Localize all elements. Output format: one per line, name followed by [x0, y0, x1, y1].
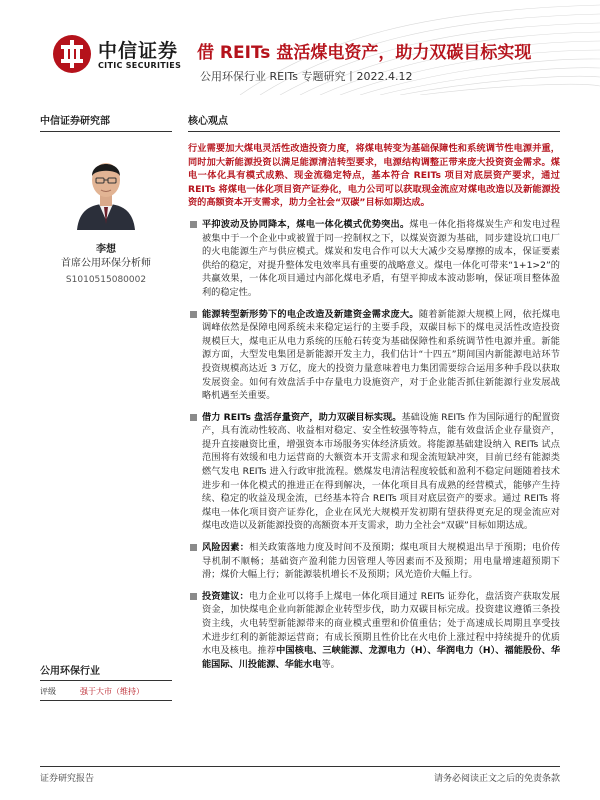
recommended-stocks: 中国核电、三峡能源、龙源电力（H）、华润电力（H）、福能股份、华能国际、川投能源、华能水电	[202, 645, 561, 670]
analyst-sidebar	[40, 112, 172, 285]
rating-row	[40, 686, 172, 701]
point-lead: 借力 REITs 盘活存量资产，助力双碳目标实现。	[202, 411, 402, 423]
analyst-avatar	[73, 150, 139, 230]
point-tail: 等。	[321, 658, 340, 670]
core-views	[188, 112, 560, 671]
point-lead: 平抑波动及协同降本，煤电一体化模式优势突出。	[202, 218, 410, 230]
report-header	[0, 0, 600, 95]
industry-rating	[40, 662, 172, 701]
key-points-list	[188, 218, 560, 671]
point-text: 煤电一体化指将煤炭生产和发电过程被集中于一个企业中或被置于同一控制权之下，以煤炭资源为基础，同步建设坑口电厂的火电能源生产与供应模式。煤炭和发电合作可以大大减少交易摩擦的成本，保证要素供给的稳定，对提升整体发电效率具有重要的战略意义。煤电一体化可带来“1+1>2”的共赢效果，一体化项目通过内部化煤电矛盾，有望平抑成本波动影响，保证项目整体盈利的稳定性。	[202, 218, 561, 298]
citic-logo-icon	[52, 34, 92, 74]
analyst-name: 李想	[96, 244, 116, 255]
point-lead: 投资建议：	[202, 590, 249, 602]
point-text: 相关政策落地力度及时间不及预期；煤电项目大规模退出早于预期；电价传导机制不顺畅；基础资产盈利能力因管理人等因素而不及预期；用电量增速超预期下滑；煤价大幅上行；新能源装机增长不及预期；风光造价大幅上行。	[202, 542, 561, 581]
point-text: 随着新能源大规模上网，依托煤电调峰依然是保障电网系统未来稳定运行的主要手段，双碳目标下的煤电灵活性改造投资规模巨大，煤电正从电力系统的压舱石转变为基础保障性和系统调节性电源并重。新能源方面，大型发电集团是新能源开发主力，我们估计“十四五”期间国内新能源电站环节投资规模高达近 3 万亿，庞大的投资力量意味着电力集团需要综合运用多种手段以获取发展资金。如何有效盘活手中存量电力设施资产，对于企业能否抓住新能源行业发展战略机遇至关重要。	[202, 308, 560, 402]
footer-disclaimer: 请务必阅读正文之后的免责条款	[433, 774, 560, 784]
summary-paragraph: 行业需要加大煤电灵活性改造投资力度，将煤电转变为基础保障性和系统调节性电源并重，同时加大新能源投资以满足能源清洁转型要求，电源结构调整正带来庞大投资资金需求。煤电一体化具有模式成熟、现金流稳定特点，基本符合 REITs 项目对底层资产要求，通过 REITs 将煤电一体化项目资产证券化，电力公司可以获取现金流应对煤电改造以及新能源投资的高额资本开支需求，助力全社会“双碳”目标如期达成。	[188, 143, 560, 209]
logo-text-cn: 中信证券	[98, 40, 179, 62]
core-views-heading: 核心观点	[188, 112, 560, 132]
rating-heading: 公用环保行业	[40, 662, 172, 681]
footer-label: 证券研究报告	[40, 774, 95, 784]
analyst-role: 首席公用环保分析师	[61, 258, 151, 269]
report-subtitle: 公用环保行业 REITs 专题研究丨2022.4.12	[200, 70, 413, 83]
point-text: 电力企业可以将手上煤电一体化项目通过 REITs 证券化，盘活资产获取发展资金，加快煤电企业向新能源企业转型步伐，助力双碳目标完成。投资建议遵循三条投资主线，火电转型新能源带来的商业模式重塑和价值重估；处于高速成长周期且享受技术进步红利的新能源运营商；有成长预期且性价比在火电价上涨过程中持续提升的优质水电及核电。推荐	[202, 590, 560, 657]
list-item	[188, 218, 560, 300]
logo-text-en: CITIC SECURITIES	[98, 61, 182, 70]
list-item	[188, 308, 560, 403]
report-title: 借 REITs 盘活煤电资产，助力双碳目标实现	[197, 43, 532, 63]
rating-label: 评级	[40, 687, 56, 696]
analyst-license-id: S1010515080002	[65, 275, 147, 285]
rating-value: 强于大市（维持）	[80, 687, 144, 696]
list-item	[188, 411, 560, 533]
point-lead: 能源转型新形势下的电企改造及新建资金需求庞大。	[202, 308, 419, 320]
footer-divider	[40, 766, 560, 767]
list-item	[188, 541, 560, 582]
point-text: 基础设施 REITs 作为国际通行的配置资产，具有流动性较高、收益相对稳定、安全性较强等特点，能有效盘活企业存量资产，提升直接融资比重，增强资本市场服务实体经济质效。将能源基础建设纳入 REITs 试点范围将有效缓和电力运营商的大额资本开支需求和现金流短缺冲突，目前已经有能源类燃气发电 REITs 进入行政审批流程。燃煤发电清洁程度较低和盈利不稳定问题随着技术进步和一体化模式的推进正在得到解决，一体化项目具有成熟的经营模式，能够产生持续、稳定的收益及现金流，已经基本符合 REITs 项目对底层资产的要求。通过 REITs 将煤电一体化项目资产证券化，企业在风光大规模开发初期有望获得更充足的现金流应对煤电改造以及新能源投资的高额资本开支需求，助力全社会“双碳”目标如期达成。	[202, 411, 560, 532]
research-dept-heading: 中信证券研究部	[40, 112, 172, 132]
list-item	[188, 590, 560, 672]
point-lead: 风险因素：	[202, 542, 250, 554]
